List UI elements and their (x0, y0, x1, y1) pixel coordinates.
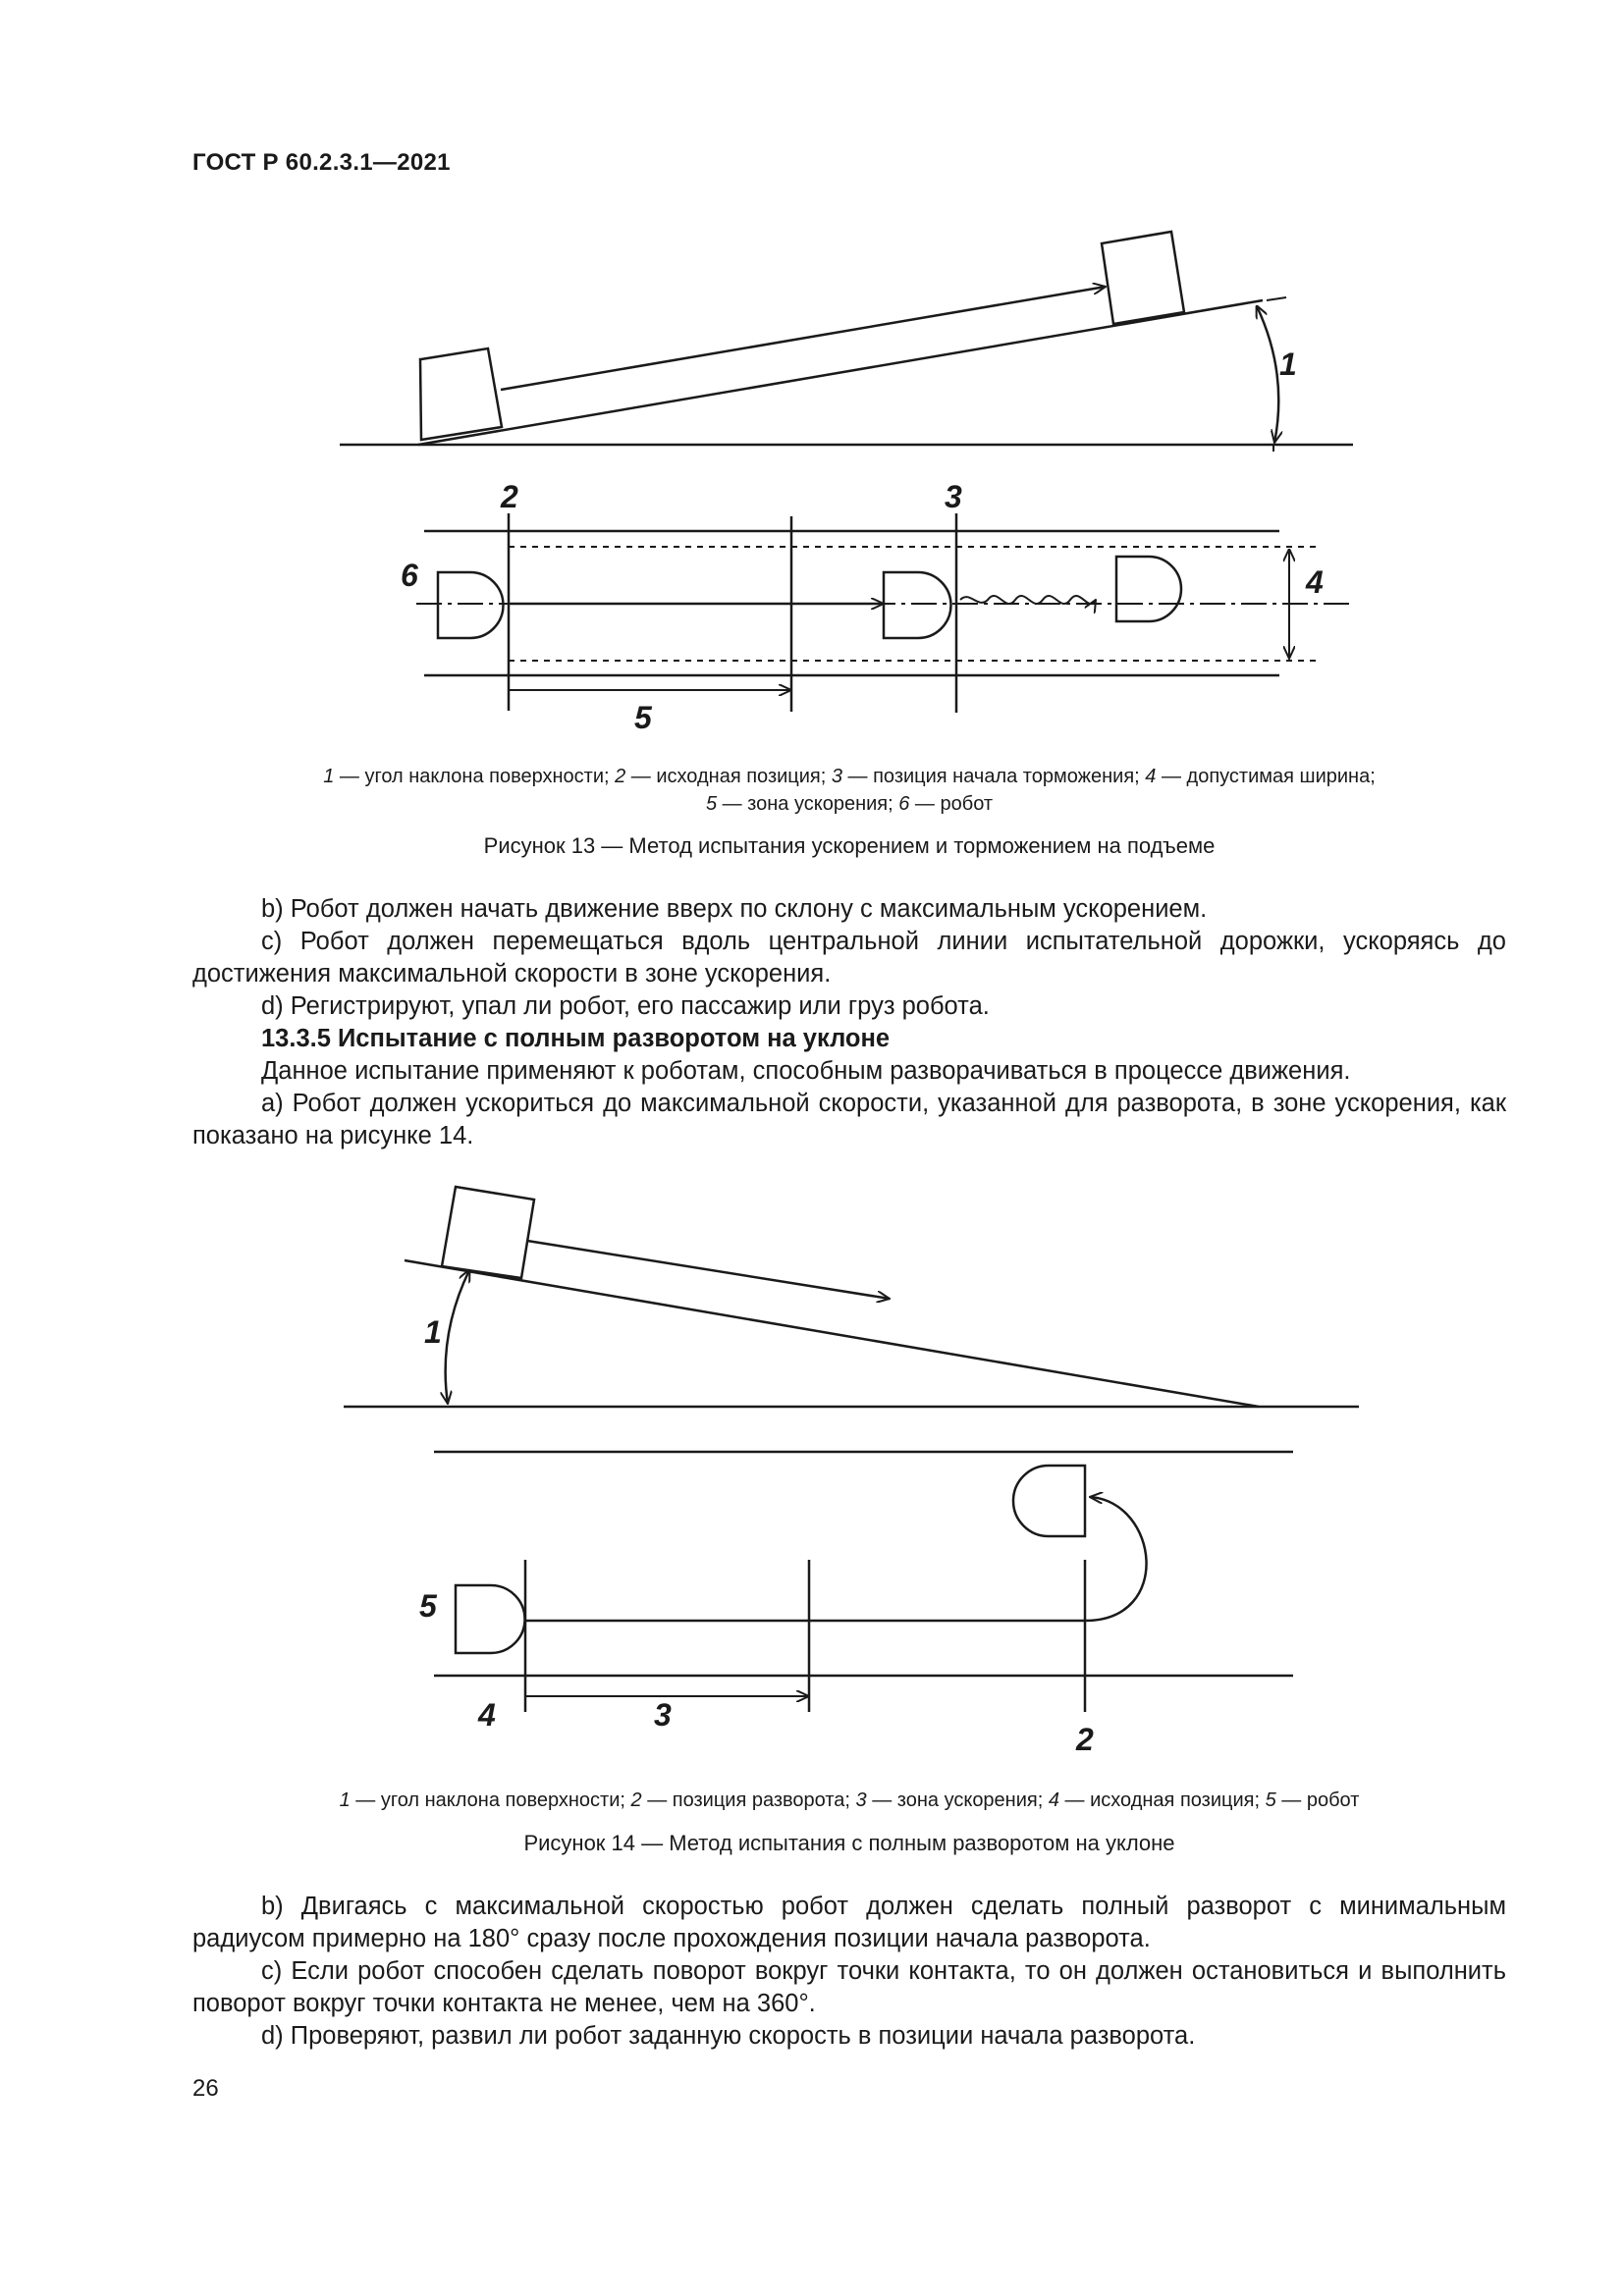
paragraph: d) Регистрируют, упал ли робот, его пассажир или груз робота. (261, 992, 990, 1020)
robot-start-icon (456, 1585, 525, 1653)
fig14-label-1: 1 (424, 1314, 442, 1350)
robot-stopped-icon (1116, 557, 1181, 621)
skid-wave (960, 596, 1096, 604)
body-text-a (192, 893, 1506, 1152)
slope-line (418, 300, 1263, 445)
fig14-label-3: 3 (654, 1697, 672, 1733)
angle-arc (446, 1270, 469, 1404)
document-header: ГОСТ Р 60.2.3.1—2021 (192, 149, 451, 176)
figure-13-caption: Рисунок 13 — Метод испытания ускорением и торможением на подъеме (483, 833, 1216, 858)
movement-arrow (501, 287, 1106, 390)
figure-13-legend-line2: 5 — зона ускорения; 6 — робот (705, 793, 994, 815)
fig13-label-4: 4 (1306, 564, 1324, 600)
fig13-label-6: 6 (401, 558, 418, 593)
fig13-label-5: 5 (634, 700, 652, 735)
slope-line (405, 1260, 1259, 1407)
figure-13-diagram (0, 0, 1624, 746)
paragraph: a) Робот должен ускориться до максимальной скорости, указанной для разворота, в зоне ускорения, как показано на рисунке 14. (192, 1090, 1506, 1149)
body-text-b (192, 1891, 1506, 2053)
load-box-start (420, 348, 502, 440)
figure-13-legend-line1: 1 — угол наклона поверхности; 2 — исходная позиция; 3 — позиция начала торможения; 4 — допустимая ширина; (323, 766, 1376, 787)
fig14-label-5: 5 (419, 1588, 437, 1624)
robot-turned-icon (1013, 1466, 1085, 1536)
figure-14-caption: Рисунок 14 — Метод испытания с полным разворотом на уклоне (523, 1831, 1175, 1855)
paragraph: b) Двигаясь с максимальной скоростью робот должен сделать полный разворот с минимальным радиусом примерно на 180° сразу после прохождения позиции начала разворота. (192, 1893, 1506, 1952)
paragraph: Данное испытание применяют к роботам, способным разворачиваться в процессе движения. (261, 1057, 1351, 1085)
fig14-label-2: 2 (1076, 1722, 1094, 1757)
fig13-label-3: 3 (945, 479, 962, 514)
robot-braking-icon (884, 572, 950, 638)
fig13-label-1: 1 (1279, 347, 1297, 382)
figure-14-legend: 1 — угол наклона поверхности; 2 — позиция разворота; 3 — зона ускорения; 4 — исходная позиция; 5 — робот (339, 1789, 1360, 1811)
load-box (442, 1187, 534, 1278)
fig13-label-2: 2 (501, 479, 518, 514)
robot-start-icon (438, 572, 504, 638)
fig14-label-4: 4 (478, 1697, 496, 1733)
load-box-end (1102, 232, 1184, 324)
u-turn-arrow (1085, 1497, 1147, 1621)
angle-arc (1257, 306, 1278, 443)
page-number: 26 (192, 2075, 219, 2102)
paragraph: b) Робот должен начать движение вверх по склону с максимальным ускорением. (261, 895, 1208, 923)
figure-14-diagram (0, 1158, 1624, 1767)
paragraph: c) Если робот способен сделать поворот вокруг точки контакта, то он должен остановиться и выполнить поворот вокруг точки контакта не менее, чем на 360°. (192, 1957, 1506, 2017)
figure-13-legend (192, 763, 1506, 818)
paragraph: d) Проверяют, развил ли робот заданную скорость в позиции начала разворота. (261, 2022, 1196, 2050)
paragraph: c) Робот должен перемещаться вдоль центральной линии испытательной дорожки, ускоряясь до достижения максимальной скорости в зоне ускорения. (192, 928, 1506, 988)
section-heading: 13.3.5 Испытание с полным разворотом на уклоне (261, 1025, 891, 1052)
